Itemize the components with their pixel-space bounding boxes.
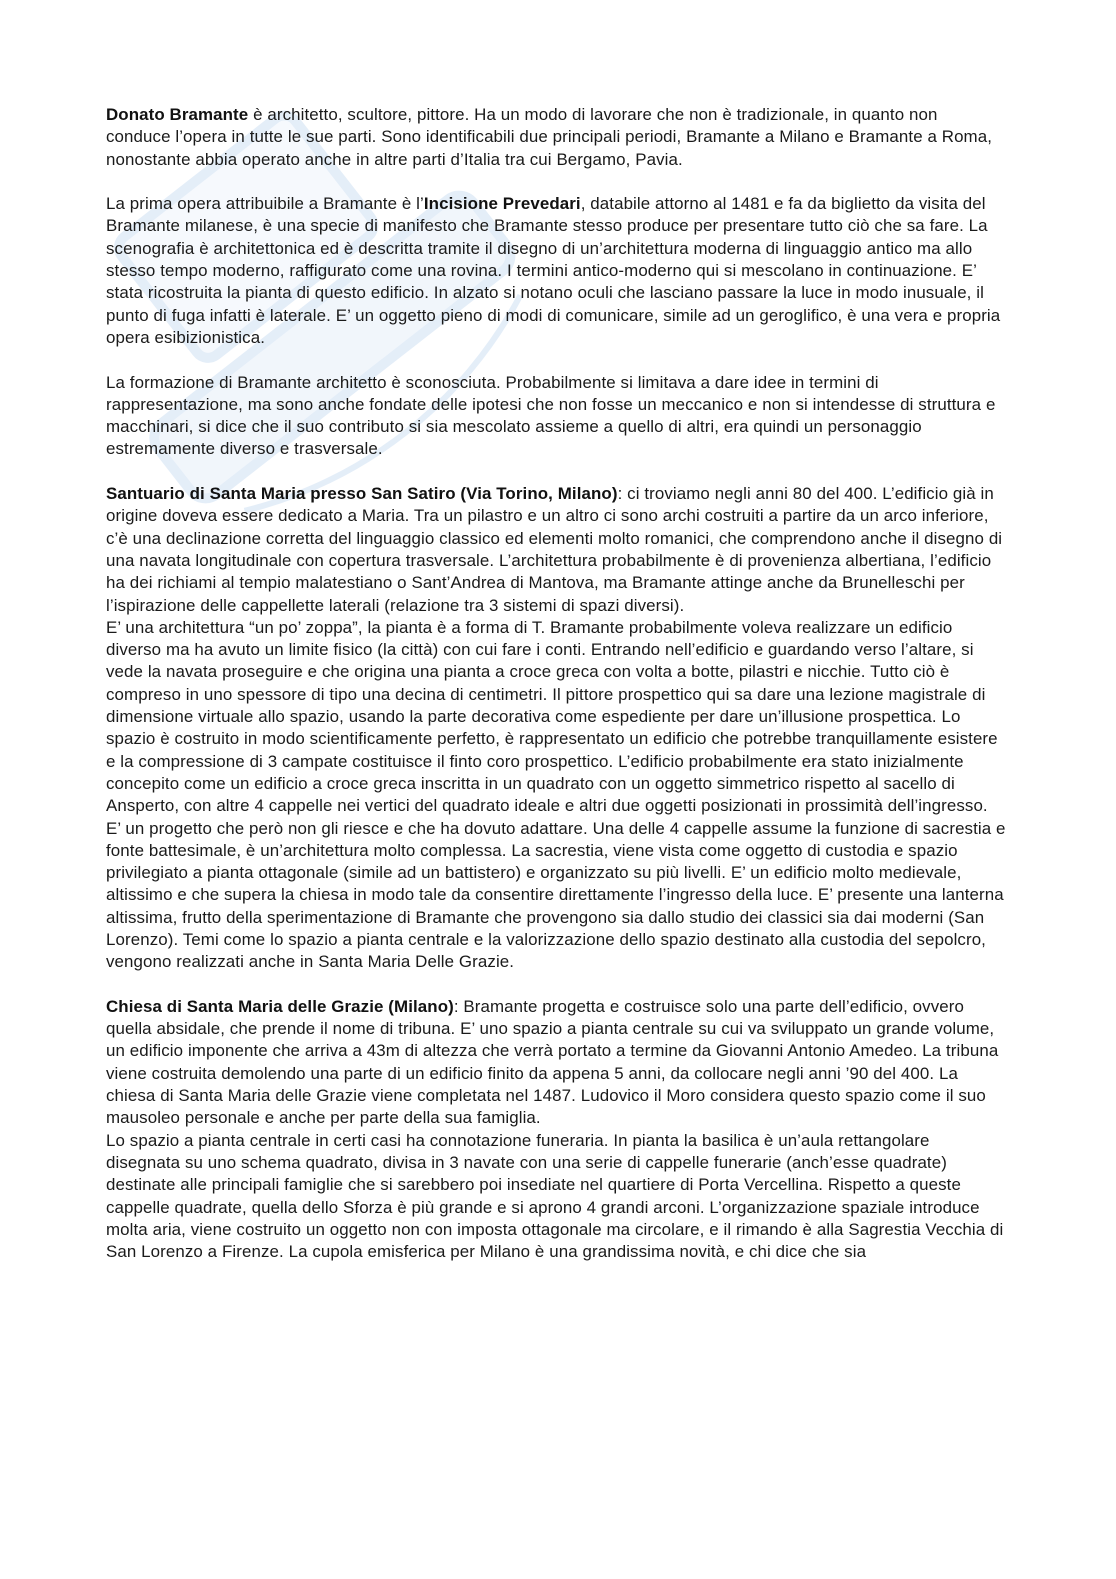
heading-donato-bramante: Donato Bramante: [106, 105, 249, 124]
paragraph-san-satiro-continued: [106, 617, 1006, 974]
paragraph-text: : ci troviamo negli anni 80 del 400. L’edificio già in origine doveva essere dedicato a Maria. Tra un pilastro e un altro ci sono archi costruiti a partire da un arco inferiore, c’è una declinazione corretta del linguaggio classico ed elementi molto romanici, che comprendono anche il disegno di una navata longitudinale con copertura trasversale. L’architettura probabilmente è di provenienza albertiana, l’edificio ha dei richiami al tempio malatestiano o Sant’Andrea di Mantova, ma Bramante attinge anche da Brunelleschi per l’ispirazione delle cappellette laterali (relazione tra 3 sistemi di spazi diversi).: [106, 484, 1003, 615]
paragraph-incisione-prevedari: [106, 193, 1006, 349]
paragraph-bramante-intro: [106, 104, 1006, 171]
paragraph-text: La prima opera attribuibile a Bramante è l’: [106, 194, 424, 214]
paragraph-text: Lo spazio a pianta centrale in certi casi ha connotazione funeraria. In pianta la basilica è un’aula rettangolare disegnata su uno schema quadrato, divisa in 3 navate con una serie di cappelle funerarie (anch’esse quadrate) destinate alle principali famiglie che si sarebbero poi insediate nel quartiere di Porta Vercellina. Rispetto a queste cappelle quadrate, quella dello Sforza è più grande e si aprono 4 grandi arconi. L’organizzazione spaziale introduce molta aria, viene costruito un oggetto non con imposta ottagonale ma circolare, e il rimando è alla Sagrestia Vecchia di San Lorenzo a Firenze. La cupola emisferica per Milano è una grandissima novità, e chi dice che sia: [106, 1130, 1004, 1262]
paragraph-text: E’ una architettura “un po’ zoppa”, la pianta è a forma di T. Bramante probabilmente voleva realizzare un edificio diverso ma ha avuto un limite fisico (la città) con cui fare i conti. Entrando nell’edificio e guardando verso l’altare, si vede la navata proseguire e che origina una pianta a croce greca con volta a botte, pilastri e nicchie. Tutto ciò è compreso in uno spessore di tipo una decina di centimetri. Il pittore prospettico qui sa dare una lezione magistrale di dimensione virtuale allo spazio, usando la parte decorativa come espediente per dare un’illusione prospettica. Lo spazio è costruito in modo scientificamente perfetto, è rappresentato un edificio che potrebbe tranquillamente esistere e la compressione di 3 campate costituisce il finto coro prospettico. L’edificio probabilmente era stato inizialmente concepito come un edificio a croce greca inscritta in un quadrato con un oggetto simmetrico rispetto al sacello di Ansperto, con altre 4 cappelle nei vertici del quadrato ideale e altri due oggetti posizionati in prossimità dell’ingresso. E’ un progetto che però non gli riesce e che ha dovuto adattare. Una delle 4 cappelle assume la funzione di sacrestia e fonte battesimale, è un’architettura molto complessa. La sacrestia, viene vista come oggetto di custodia e spazio privilegiato a pianta ottagonale (simile ad un battistero) e organizzato su più livelli. E’ un edificio molto medievale, altissimo e che supera la chiesa in modo tale da consentire direttamente l’ingresso della luce. E’ presente una lanterna altissima, frutto della sperimentazione di Bramante che provengono sia dallo studio dei classici sia dai moderni (San Lorenzo). Temi come lo spazio a pianta centrale e la valorizzazione dello spazio destinato alla custodia del sepolcro, vengono realizzati anche in Santa Maria Delle Grazie.: [106, 617, 1006, 972]
paragraph-san-satiro: [106, 483, 1006, 617]
document-body: [106, 104, 1006, 1286]
paragraph-text: : Bramante progetta e costruisce solo una parte dell’edificio, ovvero quella absidale, che prende il nome di tribuna. E’ uno spazio a pianta centrale su cui va sviluppato un grande volume, un edificio imponente che arriva a 43m di altezza che verrà portato a termine da Giovanni Antonio Amedeo. La tribuna viene costruita demolendo una parte di un edificio finito da appena 5 anni, da collocare negli anni ’90 del 400. La chiesa di Santa Maria delle Grazie viene completata nel 1487. Ludovico il Moro considera questo spazio come il suo mausoleo personale e anche per parte della sua famiglia.: [106, 996, 999, 1128]
paragraph-text: è architetto, scultore, pittore. Ha un modo di lavorare che non è tradizionale, in quanto non conduce l’opera in tutte le sue parti. Sono identificabili due principali periodi, Bramante a Milano e Bramante a Roma, nonostante abbia operato anche in altre parti d’Italia tra cui Bergamo, Pavia.: [106, 105, 993, 169]
heading-santa-maria-grazie: Chiesa di Santa Maria delle Grazie (Milano): [106, 996, 454, 1016]
paragraph-santa-maria-grazie-continued: [106, 1130, 1006, 1264]
paragraph-text: La formazione di Bramante architetto è sconosciuta. Probabilmente si limitava a dare idee in termini di rappresentazione, ma sono anche fondate delle ipotesi che non fosse un meccanico e non si intendesse di struttura e macchinari, si dice che il suo contributo si sia mescolato assieme a quello di altri, era quindi un personaggio estremamente diverso e trasversale.: [106, 372, 996, 459]
heading-san-satiro: Santuario di Santa Maria presso San Satiro (Via Torino, Milano): [106, 484, 618, 504]
paragraph-santa-maria-grazie: [106, 996, 1006, 1130]
paragraph-text: , databile attorno al 1481 e fa da biglietto da visita del Bramante milanese, è una specie di manifesto che Bramante stesso produce per presentare tutto ciò che sa fare. La scenografia è architettonica ed è descritta tramite il disegno di un’architettura moderna di linguaggio antico ma allo stesso tempo moderno, raffigurato come una rovina. I termini antico-moderno qui si mescolano in continuazione. E’ stata ricostruita la pianta di questo edificio. In alzato si notano oculi che lasciano passare la luce in modo inusuale, il punto di fuga infatti è laterale. E’ un oggetto pieno di modi di comunicare, simile ad un geroglifico, è una vera e propria opera esibizionistica.: [106, 194, 1001, 347]
heading-incisione-prevedari: Incisione Prevedari: [423, 194, 581, 214]
paragraph-formazione: [106, 372, 1006, 461]
